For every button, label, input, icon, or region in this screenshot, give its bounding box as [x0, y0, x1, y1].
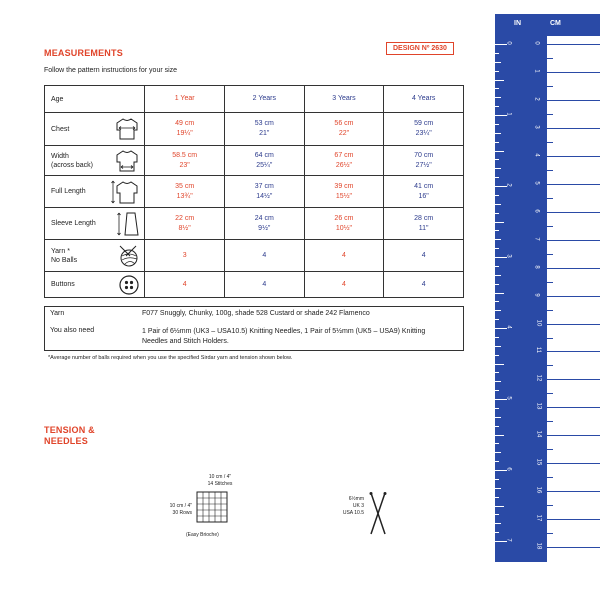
ruler-inch-number: 5	[505, 396, 512, 400]
cm-value: 41 cm	[414, 182, 434, 190]
tension-rows: 30 Rows	[172, 510, 192, 516]
ruler-inch-tick	[495, 452, 501, 453]
cm-value: 37 cm	[254, 182, 274, 190]
ruler-inch-tick	[495, 266, 499, 267]
ruler-inch-tick	[495, 88, 499, 89]
ruler-cm-tick	[547, 240, 600, 241]
ruler-inch-tick	[495, 222, 504, 223]
ruler-cm-number: 7	[533, 236, 540, 241]
ruler-inch-number: 4	[505, 325, 512, 329]
yarn-balls-value: 3	[145, 240, 225, 272]
ruler-inch-tick	[495, 390, 499, 391]
table-row-buttons	[45, 272, 464, 298]
ruler-cm-number: 5	[533, 181, 540, 185]
inch-value: 26½"	[335, 161, 353, 169]
inch-value: 25¼"	[256, 161, 273, 169]
inch-value: 11"	[418, 224, 429, 232]
ruler-inch-tick	[495, 310, 501, 311]
full-length-value	[224, 176, 304, 208]
ruler-inch-tick	[495, 239, 501, 240]
ruler-inch-tick	[495, 443, 499, 444]
ruler-cm-tick	[547, 226, 553, 227]
ruler-inch-tick	[495, 124, 499, 125]
row-label	[45, 272, 145, 298]
ruler-cm-number: 11	[535, 347, 542, 354]
row-label	[45, 240, 145, 272]
ruler-inch-tick	[495, 284, 499, 285]
size-header: 4 Years	[384, 86, 464, 113]
ruler-inch-tick	[495, 204, 501, 205]
tension-heading-line: TENSION &	[44, 425, 95, 435]
row-label-text: Chest	[51, 125, 70, 133]
width-value	[304, 146, 384, 176]
inch-value: 23¼"	[415, 130, 432, 137]
tension-grid-icon	[196, 491, 240, 529]
need-label: You also need	[50, 327, 95, 334]
inch-value: 10½"	[335, 224, 353, 232]
needle-uk: UK 3	[352, 503, 364, 509]
chest-value	[224, 113, 304, 146]
ruler-cm-tick	[547, 421, 553, 422]
width-value	[145, 146, 225, 176]
ruler-cm-tick	[547, 114, 553, 115]
ruler-inch-number: 6	[505, 467, 512, 471]
ruler-cm-tick	[547, 519, 600, 520]
sweater-width-icon	[114, 149, 140, 173]
tension-heading	[44, 425, 95, 447]
ruler-cm-tick	[547, 72, 600, 73]
yarn-ball-icon	[116, 244, 140, 268]
yarn-balls-value: 4	[304, 240, 384, 272]
ruler-cm-tick	[547, 170, 553, 171]
cm-value: 58.5 cm	[172, 151, 198, 159]
ruler-cm-tick	[547, 310, 553, 311]
inch-value: 21"	[259, 130, 270, 137]
inch-value: 9½"	[258, 224, 271, 232]
measurements-table	[44, 85, 464, 298]
full-length-value	[145, 176, 225, 208]
row-label-text: Width (across back)	[51, 152, 94, 169]
yarn-balls-value: 4	[384, 240, 464, 272]
ruler-cm-tick	[547, 100, 600, 101]
ruler-cm-tick	[547, 407, 600, 408]
ruler-cm-tick	[547, 505, 553, 506]
ruler-inch-tick	[495, 248, 499, 249]
inch-value: 19¼"	[176, 130, 193, 137]
ruler-cm-tick	[547, 393, 553, 394]
ruler-cm-tick	[547, 324, 600, 325]
cm-value: 64 cm	[254, 151, 274, 159]
ruler-cm-tick	[547, 44, 600, 45]
ruler-inch-tick	[495, 301, 499, 302]
cm-value: 53 cm	[254, 120, 274, 127]
width-value	[224, 146, 304, 176]
ruler-cm-number: 2	[533, 97, 540, 101]
ruler-inch-number: 3	[505, 254, 512, 258]
ruler-cm-tick	[547, 156, 600, 157]
ruler-cm-number: 6	[533, 209, 540, 213]
table-row-sleeve-length	[45, 208, 464, 240]
ruler-cm-number: 14	[535, 430, 542, 438]
yarn-text: F077 Snuggly, Chunky, 100g, shade 528 Custard or shade 242 Flamenco	[142, 310, 370, 317]
row-label	[45, 208, 145, 240]
ruler-inch-tick	[495, 133, 501, 134]
size-header: 3 Years	[304, 86, 384, 113]
ruler-cm-number: 12	[535, 375, 542, 382]
ruler-inch-tick	[495, 80, 504, 81]
age-label: Age	[45, 86, 145, 113]
table-row-yarn-balls	[45, 240, 464, 272]
size-header: 1 Year	[145, 86, 225, 113]
cm-value: 22 cm	[175, 214, 195, 222]
knitting-needles-icon	[368, 492, 388, 536]
button-icon	[118, 274, 140, 296]
stitch-name: (Easy Brioche)	[186, 532, 219, 538]
ruler-inch-tick	[495, 319, 499, 320]
tension-stitches: 14 Stitches	[207, 481, 233, 487]
sleeve-length-value	[384, 208, 464, 240]
ruler-inch-tick	[495, 213, 499, 214]
ruler-inch-label: IN	[514, 20, 521, 27]
row-label-text: Buttons	[51, 281, 75, 288]
ruler-inch-tick	[495, 461, 499, 462]
chest-value	[304, 113, 384, 146]
yarn-label: Yarn	[50, 310, 65, 317]
sleeve-length-value	[145, 208, 225, 240]
table-row-full-length	[45, 176, 464, 208]
ruler-cm-tick	[547, 533, 553, 534]
tension-height	[152, 503, 192, 517]
ruler-cm-tick	[547, 379, 600, 380]
design-number-badge: DESIGN Nº 2630	[386, 42, 454, 55]
table-row-age	[45, 86, 464, 113]
inch-value: 13¾"	[176, 192, 193, 200]
ruler-cm-number: 18	[535, 542, 542, 550]
sweater-chest-icon	[114, 117, 140, 141]
width-value	[384, 146, 464, 176]
ruler-cm-number: 4	[533, 153, 540, 157]
chest-value	[145, 113, 225, 146]
buttons-value: 4	[224, 272, 304, 298]
buttons-value: 4	[145, 272, 225, 298]
inch-value: 14½"	[256, 192, 273, 200]
buttons-value: 4	[304, 272, 384, 298]
inch-value: 15½"	[335, 192, 353, 200]
ruler-cm-tick	[547, 547, 600, 548]
intro-text: Follow the pattern instructions for your size	[44, 67, 178, 74]
ruler-inch-number: 7	[505, 538, 512, 542]
ruler-inch-tick	[495, 408, 499, 409]
ruler-inch-tick	[495, 372, 499, 373]
ruler-inch-tick	[495, 293, 504, 294]
tension-width	[190, 474, 250, 488]
ruler-cm-scale	[547, 36, 600, 562]
inch-value: 16"	[418, 192, 429, 200]
ruler-inch-tick	[495, 479, 499, 480]
cm-value: 56 cm	[334, 120, 354, 127]
cm-value: 26 cm	[334, 214, 354, 222]
ruler-cm-number: 13	[535, 403, 542, 410]
ruler-inch-tick	[495, 355, 499, 356]
ruler-cm-tick	[547, 365, 553, 366]
ruler-inch-tick	[495, 177, 499, 178]
inch-value: 27½"	[415, 161, 432, 169]
ruler-inch-tick	[495, 62, 501, 63]
inch-value: 23"	[179, 161, 190, 169]
ruler-inch-tick	[495, 53, 499, 54]
sleeve-length-icon	[116, 211, 140, 237]
needle-sizes	[330, 496, 364, 517]
row-label-text: Full Length	[51, 188, 86, 195]
buttons-value: 4	[384, 272, 464, 298]
ruler-inch-tick	[495, 337, 499, 338]
measurements-heading: MEASUREMENTS	[44, 48, 123, 58]
cm-value: 70 cm	[414, 151, 434, 159]
ruler-inch-tick	[495, 381, 501, 382]
row-label	[45, 113, 145, 146]
ruler-inch-tick	[495, 364, 504, 365]
cm-value: 28 cm	[414, 214, 434, 222]
ruler-cm-tick	[547, 254, 553, 255]
cm-value: 59 cm	[414, 120, 434, 127]
ruler-inch-tick	[495, 168, 501, 169]
ruler-cm-number: 9	[533, 292, 540, 297]
ruler-cm-tick	[547, 128, 600, 129]
ruler-cm-number: 10	[535, 319, 542, 326]
yarn-balls-value: 4	[224, 240, 304, 272]
row-label	[45, 146, 145, 176]
needle-mm: 6½mm	[348, 496, 364, 502]
cm-value: 39 cm	[334, 182, 354, 190]
chest-value	[384, 113, 464, 146]
ruler-cm-number: 16	[535, 486, 542, 494]
ruler-cm-number: 15	[535, 458, 542, 466]
sleeve-length-value	[304, 208, 384, 240]
ruler-cm-number: 1	[533, 69, 540, 73]
full-length-value	[384, 176, 464, 208]
ruler-inch-tick	[495, 275, 501, 276]
ruler-inch-number: 1	[505, 112, 512, 116]
footnote: *Average number of balls required when you use the specified Sirdar yarn and tension shown below.	[48, 355, 293, 361]
measuring-ruler	[495, 14, 600, 562]
ruler-inch-tick	[495, 195, 499, 196]
cm-value: 24 cm	[254, 214, 274, 222]
ruler-cm-label: CM	[550, 20, 561, 27]
ruler-cm-number: 17	[535, 514, 542, 522]
ruler-cm-tick	[547, 212, 600, 213]
ruler-cm-tick	[547, 449, 553, 450]
ruler-inch-tick	[495, 97, 501, 98]
ruler-inch-tick	[495, 435, 504, 436]
ruler-cm-tick	[547, 435, 600, 436]
ruler-cm-tick	[547, 477, 553, 478]
inch-value: 8½"	[178, 224, 191, 232]
ruler-cm-tick	[547, 268, 600, 269]
tension-heading-line: NEEDLES	[44, 436, 88, 446]
ruler-inch-tick	[495, 346, 501, 347]
ruler-cm-tick	[547, 184, 600, 185]
ruler-cm-tick	[547, 142, 553, 143]
ruler-inch-tick	[495, 497, 499, 498]
ruler-cm-tick	[547, 351, 600, 352]
inch-value: 22"	[338, 130, 350, 137]
row-label-text: Sleeve Length	[51, 220, 96, 227]
ruler-cm-tick	[547, 491, 600, 492]
ruler-cm-tick	[547, 296, 600, 297]
cm-value: 35 cm	[175, 182, 195, 190]
ruler-cm-number: 3	[533, 125, 540, 129]
needle-usa: USA 10.5	[342, 510, 364, 516]
ruler-cm-number: 8	[533, 264, 540, 269]
ruler-inch-tick	[495, 506, 504, 507]
ruler-inch-tick	[495, 514, 499, 515]
size-header: 2 Years	[224, 86, 304, 113]
ruler-inch-tick	[495, 488, 501, 489]
row-label	[45, 176, 145, 208]
full-length-value	[304, 176, 384, 208]
tension-height-label: 10 cm / 4"	[169, 503, 192, 509]
ruler-inch-tick	[495, 151, 504, 152]
ruler-cm-tick	[547, 463, 600, 464]
ruler-inch-tick	[495, 417, 501, 418]
ruler-cm-tick	[547, 86, 553, 87]
ruler-cm-tick	[547, 58, 553, 59]
ruler-inch-tick	[495, 159, 499, 160]
ruler-cm-number: 0	[533, 41, 540, 45]
ruler-cm-tick	[547, 282, 553, 283]
cm-value: 67 cm	[334, 151, 354, 159]
ruler-cm-tick	[547, 198, 553, 199]
table-row-width	[45, 146, 464, 176]
ruler-inch-tick	[495, 106, 499, 107]
ruler-inch-tick	[495, 230, 499, 231]
sweater-length-icon	[110, 179, 140, 205]
sleeve-length-value	[224, 208, 304, 240]
ruler-inch-tick	[495, 142, 499, 143]
ruler-inch-tick	[495, 523, 501, 524]
ruler-inch-tick	[495, 532, 499, 533]
tension-width-label: 10 cm / 4"	[208, 474, 232, 480]
cm-value: 49 cm	[175, 120, 195, 127]
row-label-text: Yarn * No Balls	[51, 247, 78, 264]
ruler-inch-tick	[495, 426, 499, 427]
ruler-cm-tick	[547, 338, 553, 339]
ruler-inch-number: 2	[505, 183, 512, 187]
ruler-inch-tick	[495, 71, 499, 72]
ruler-inch-number: 0	[505, 41, 512, 45]
table-row-chest	[45, 113, 464, 146]
need-text: 1 Pair of 6½mm (UK3 – USA10.5) Knitting Needles, 1 Pair of 5½mm (UK5 – USA9) Knitting Needles and Stitch Holders.	[142, 328, 426, 345]
